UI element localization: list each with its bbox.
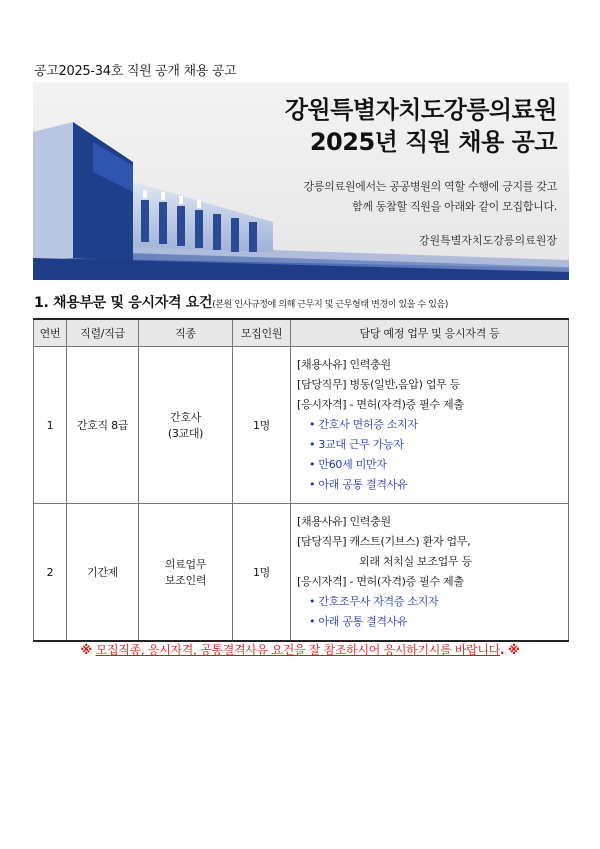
header-count: 모집인원	[233, 319, 291, 347]
cell-no: 1	[34, 347, 67, 504]
type-line1: 간호사	[170, 411, 201, 424]
warning-mark-end: . ※	[500, 643, 520, 657]
qualification-item: • 3교대 근무 가능자	[309, 438, 404, 451]
qualification-item: • 만60세 미만자	[309, 458, 387, 471]
duty-line: [담당직무] 캐스트(기브스) 환자 업무,	[297, 535, 471, 548]
cell-type	[139, 504, 233, 642]
qualification-item: • 아래 공통 결격사유	[309, 478, 408, 491]
footer-warning-text: 모집직종, 응시자격, 공통결격사유 요건을 잘 참조하시어 응시하기시를 바랍니다	[95, 643, 501, 657]
duty-line: [응시자격] - 면허(자격)증 필수 제출	[297, 575, 464, 588]
table-row	[34, 504, 569, 642]
qualification-item: • 아래 공통 결격사유	[309, 615, 408, 628]
banner-title-line2: 2025년 직원 채용 공고	[309, 128, 557, 156]
duty-line: 외래 처치실 보조업무 등	[359, 555, 472, 568]
section-title	[34, 292, 448, 312]
cell-count: 1명	[233, 504, 291, 642]
notice-number: 공고2025-34호 직원 공개 채용 공고	[34, 64, 237, 79]
header-banner	[33, 82, 569, 280]
recruitment-table	[33, 318, 569, 642]
cell-grade: 간호직 8급	[67, 347, 139, 504]
table-header-row	[34, 319, 569, 347]
section-title-note: (본원 인사규정에 의해 근무지 및 근무형태 변경이 있을 수 있음)	[212, 300, 448, 310]
banner-signer: 강원특별자치도강릉의료원장	[418, 234, 557, 247]
cell-no: 2	[34, 504, 67, 642]
header-duty: 담당 예정 업무 및 응시자격 등	[291, 319, 569, 347]
type-line1: 의료업무	[164, 558, 207, 571]
cell-type	[139, 347, 233, 504]
duty-line: [담당직무] 병동(일반,음압) 업무 등	[297, 378, 460, 391]
table-row	[34, 347, 569, 504]
warning-mark-icon: ※	[80, 643, 92, 657]
type-line2: 보조인력	[164, 574, 207, 587]
banner-description-line1: 강릉의료원에서는 공공병원의 역할 수행에 긍지를 갖고	[303, 180, 557, 193]
duty-line: [채용사유] 인력충원	[297, 358, 391, 371]
type-line2: (3교대)	[167, 427, 204, 440]
header-type: 직종	[139, 319, 233, 347]
banner-description-line2: 함께 동참할 직원을 아래와 같이 모집합니다.	[351, 200, 557, 213]
footer-warning	[0, 641, 600, 658]
duty-line: [채용사유] 인력충원	[297, 515, 391, 528]
section-title-text: 1. 채용부문 및 응시자격 요건	[34, 295, 213, 311]
banner-title-line1: 강원특별자치도강릉의료원	[284, 96, 557, 124]
cell-duty	[291, 347, 569, 504]
qualification-item: • 간호사 면허증 소지자	[309, 418, 418, 431]
header-grade: 직렬/직급	[67, 319, 139, 347]
cell-grade: 기간제	[67, 504, 139, 642]
qualification-item: • 간호조무사 자격증 소지자	[309, 595, 439, 608]
header-no: 연번	[34, 319, 67, 347]
cell-count: 1명	[233, 347, 291, 504]
duty-line: [응시자격] - 면허(자격)증 필수 제출	[297, 398, 464, 411]
cell-duty	[291, 504, 569, 642]
